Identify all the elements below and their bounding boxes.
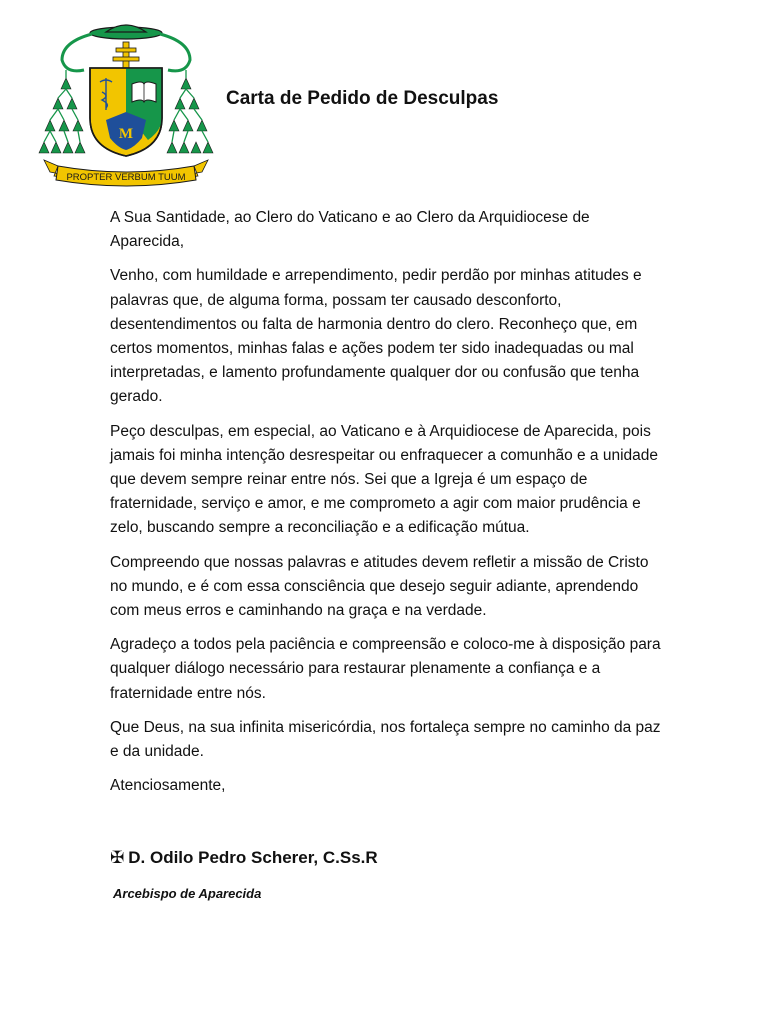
paragraph-5: Que Deus, na sua infinita misericórdia, nos fortaleça sempre no caminho da paz e da unidade. <box>110 718 661 761</box>
paragraph-4: Agradeço a todos pela paciência e compreensão e coloco-me à disposição para qualquer diálogo necessário para restaurar plenamente a confiança e a fraternidade entre nós. <box>110 636 661 702</box>
paragraph-3: Compreendo que nossas palavras e atitudes devem refletir a missão de Cristo no mundo, e é com essa consciência que desejo seguir adiante, aprendendo com meus erros e caminhando na graça e na verdade. <box>110 553 649 620</box>
cross-pattee-icon: ✠ <box>110 848 125 867</box>
right-tassels <box>167 78 213 153</box>
signature <box>110 848 378 868</box>
closing: Atenciosamente, <box>110 777 226 795</box>
right-cord <box>160 34 190 71</box>
signature-role: Arcebispo de Aparecida <box>113 886 262 901</box>
marian-monogram-icon: M <box>118 126 134 142</box>
paragraph-1: Venho, com humildade e arrependimento, pedir perdão por minhas atitudes e palavras que, de alguma forma, possam ter causado desconforto, desentendimentos ou falta de harmonia dentro do clero. Reconheço que, em certos momentos, minhas falas e ações podem ter sido inadequadas ou mal interpretadas, e lamento profundamente qualquer dor ou confusão que tenha gerado. <box>110 267 642 406</box>
coat-of-arms-icon <box>36 20 216 190</box>
letter-body <box>110 206 665 808</box>
left-cord <box>62 34 92 71</box>
book-icon <box>132 82 156 102</box>
galero-hat-crown <box>106 25 146 32</box>
paragraph-2: Peço desculpas, em especial, ao Vaticano e à Arquidiocese de Aparecida, pois jamais foi minha intenção desrespeitar ou enfraquecer a comunhão e a unidade que devem sempre reinar entre nós. Sei que a Igreja é um espaço de fraternidade, serviço e amor, e me comprometo a agir com maior prudência e zelo, buscando sempre a reconciliação e a edificação mútua. <box>110 422 659 537</box>
signature-name: D. Odilo Pedro Scherer, C.Ss.R <box>128 848 378 867</box>
page-title: Carta de Pedido de Desculpas <box>226 88 499 109</box>
salutation: A Sua Santidade, ao Clero do Vaticano e ao Clero da Arquidiocese de Aparecida, <box>110 209 590 251</box>
motto-text: PROPTER VERBUM TUUM <box>66 172 186 183</box>
double-cross-icon <box>113 42 139 70</box>
